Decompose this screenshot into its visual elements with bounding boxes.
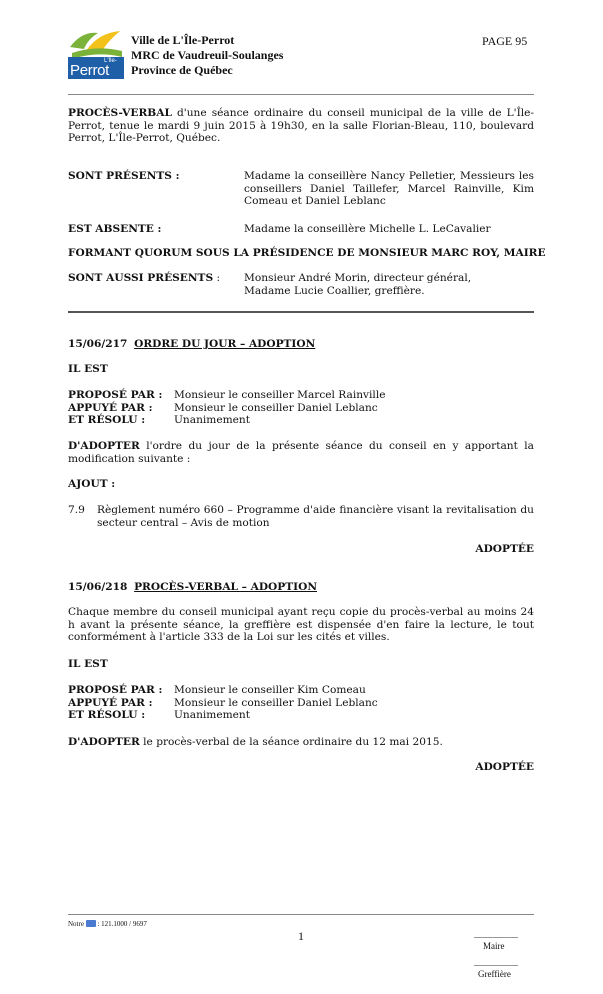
res1-ajout: AJOUT :	[68, 478, 116, 490]
res2-title: PROCÈS-VERBAL – ADOPTION	[134, 581, 318, 593]
intro-text: d'une séance ordinaire du conseil municipal de la ville de L'Île-Perrot, tenue le mardi 9 juin 2015 à 19h30, en la salle Florian-Bleau, 110, boulevard Perrot, L'Île-Perrot, Québec.	[68, 107, 534, 145]
res2-paragraph: Chaque membre du conseil municipal ayant reçu copie du procès-verbal au moins 24 h avant la présente séance, la greffière est dispensée d'en faire la lecture, le tout conformément à l'article 333 de la Loi sur les cités et villes.	[68, 606, 534, 644]
greffiere-signature-line	[474, 965, 518, 966]
footer-reference	[68, 920, 147, 928]
res1-seconder: Monsieur le conseiller Daniel Leblanc	[174, 401, 378, 414]
maire-signature-line	[474, 937, 518, 938]
header-divider	[68, 94, 534, 95]
res1-proposer: Monsieur le conseiller Marcel Rainville	[174, 389, 386, 401]
res1-adopt-paragraph: D'ADOPTER l'ordre du jour de la présente séance du conseil en y apportant la modification suivante :	[68, 440, 534, 465]
folder-icon	[86, 920, 96, 927]
res1-adopted: ADOPTÉE	[475, 543, 534, 555]
also-present-line-1: Monsieur André Morin, directeur général,	[244, 272, 472, 284]
page-number-header: PAGE 95	[482, 34, 528, 48]
res1-item-number: 7.9	[68, 504, 85, 516]
header-line-province: Province de Québec	[131, 63, 233, 77]
footer-divider	[68, 914, 534, 915]
header-lines	[131, 33, 283, 78]
footer-notre: Notre	[68, 920, 84, 928]
header-line-city: Ville de L'Île-Perrot	[131, 33, 235, 47]
res1-number: 15/06/217	[68, 338, 128, 350]
res2-seconder: Monsieur le conseiller Daniel Leblanc	[174, 696, 378, 709]
logo-word: Perrot	[70, 62, 110, 79]
res1-motion-values	[174, 389, 385, 427]
res1-title: ORDRE DU JOUR – ADOPTION	[134, 338, 316, 350]
also-present-text	[244, 272, 471, 297]
res2-adopted: ADOPTÉE	[475, 761, 534, 773]
attendance-divider	[68, 311, 534, 313]
res2-motion-labels: PROPOSÉ PAR : APPUYÉ PAR : ET RÉSOLU :	[68, 684, 163, 722]
also-present-line-2: Madame Lucie Coallier, greffière.	[244, 284, 425, 297]
res1-il-est: IL EST	[68, 363, 108, 375]
res2-motion-values	[174, 684, 378, 722]
header-line-mrc: MRC de Vaudreuil-Soulanges	[131, 48, 284, 62]
footer-page-number: 1	[298, 929, 304, 943]
present-text: Madame la conseillère Nancy Pelletier, Messieurs les conseillers Daniel Taillefer, Marcel Rainville, Kim Comeau et Daniel Leblanc	[244, 170, 534, 208]
res1-heading	[68, 338, 315, 351]
res2-number: 15/06/218	[68, 581, 128, 593]
city-logo	[68, 27, 124, 79]
res2-il-est: IL EST	[68, 658, 108, 670]
logo-small-text: L'Île-	[104, 58, 117, 64]
greffiere-label: Greffière	[478, 969, 511, 979]
maire-label: Maire	[483, 941, 505, 951]
present-label: SONT PRÉSENTS :	[68, 170, 180, 182]
also-present-label: SONT AUSSI PRÉSENTS :	[68, 272, 221, 284]
res1-motion-labels: PROPOSÉ PAR : APPUYÉ PAR : ET RÉSOLU :	[68, 389, 163, 427]
res2-heading	[68, 581, 317, 594]
res2-resolved: Unanimement	[174, 709, 250, 722]
res2-proposer: Monsieur le conseiller Kim Comeau	[174, 684, 366, 696]
quorum-line: FORMANT QUORUM SOUS LA PRÉSIDENCE DE MONSIEUR MARC ROY, MAIRE	[68, 247, 546, 259]
footer-ref: : 121.1000 / 9697	[97, 920, 147, 928]
res1-item-text: Règlement numéro 660 – Programme d'aide financière visant la revitalisation du secteur central – Avis de motion	[97, 504, 534, 529]
intro-paragraph	[68, 107, 534, 145]
res1-resolved: Unanimement	[174, 414, 250, 427]
intro-lead: PROCÈS-VERBAL	[68, 107, 172, 119]
absent-text: Madame la conseillère Michelle L. LeCavalier	[244, 223, 491, 235]
res2-adopt-paragraph: D'ADOPTER le procès-verbal de la séance ordinaire du 12 mai 2015.	[68, 736, 443, 748]
absent-label: EST ABSENTE :	[68, 223, 162, 235]
